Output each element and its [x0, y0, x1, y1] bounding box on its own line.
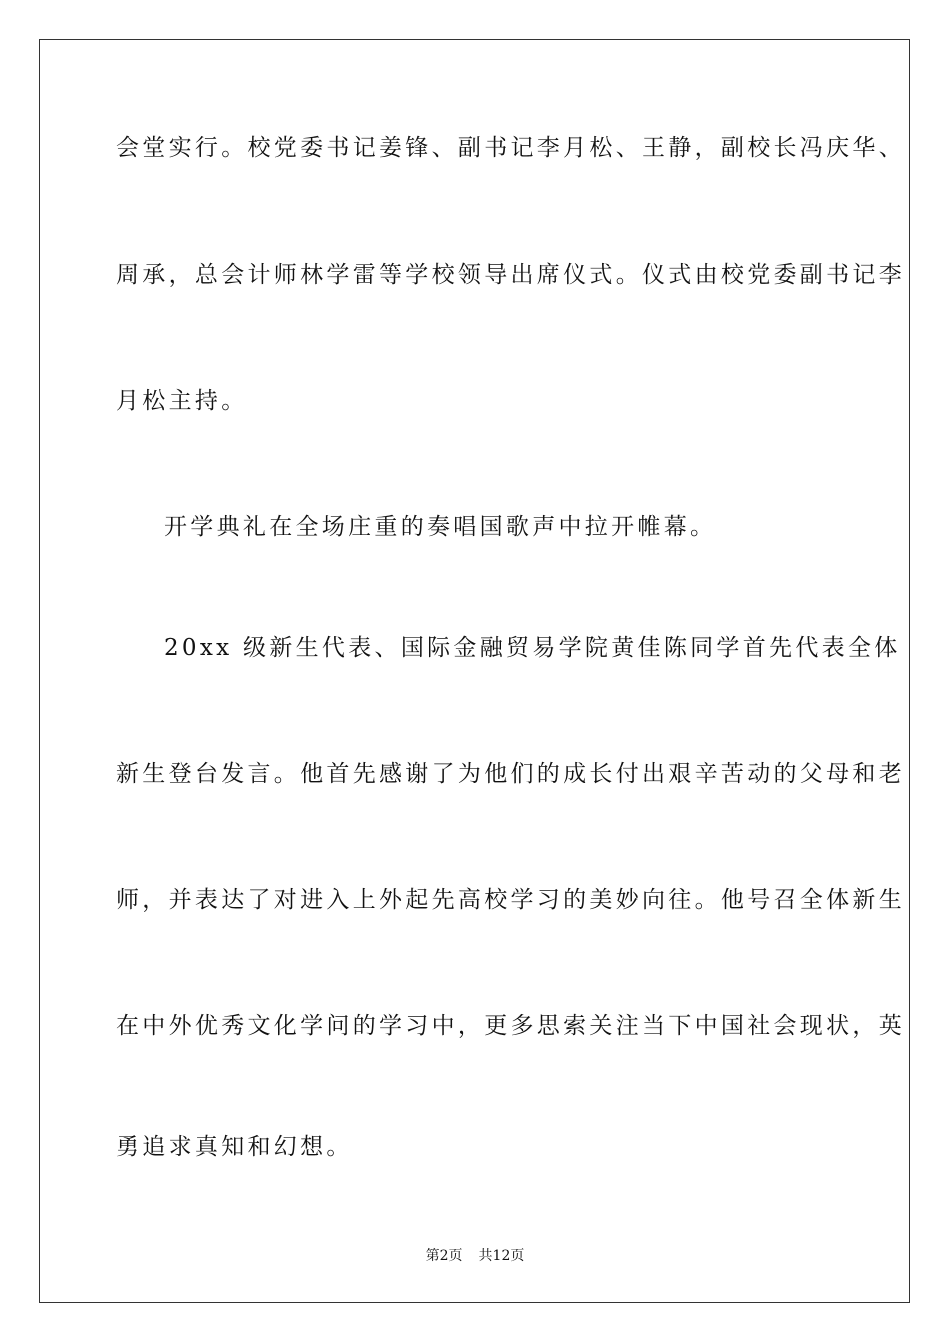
- text-line: 师，并表达了对进入上外起先高校学习的美妙向往。他号召全体新生: [116, 887, 905, 913]
- page-number: 第2页: [425, 1248, 463, 1264]
- text-line: 会堂实行。校党委书记姜锋、副书记李月松、王静，副校长冯庆华、: [116, 135, 905, 161]
- text-line: 在中外优秀文化学问的学习中，更多思索关注当下中国社会现状，英: [116, 1013, 905, 1039]
- text-line: 开学典礼在全场庄重的奏唱国歌声中拉开帷幕。: [164, 514, 717, 540]
- text-line: 勇追求真知和幻想。: [116, 1134, 353, 1160]
- text-line: 20xx 级新生代表、国际金融贸易学院黄佳陈同学首先代表全体: [164, 635, 901, 661]
- page-total: 共12页: [478, 1248, 525, 1264]
- text-line: 周承，总会计师林学雷等学校领导出席仪式。仪式由校党委副书记李: [116, 262, 905, 288]
- page-footer: [0, 1246, 950, 1266]
- text-line: 月松主持。: [116, 388, 248, 414]
- text-line: 新生登台发言。他首先感谢了为他们的成长付出艰辛苦动的父母和老: [116, 761, 905, 787]
- page-border: [39, 39, 910, 1303]
